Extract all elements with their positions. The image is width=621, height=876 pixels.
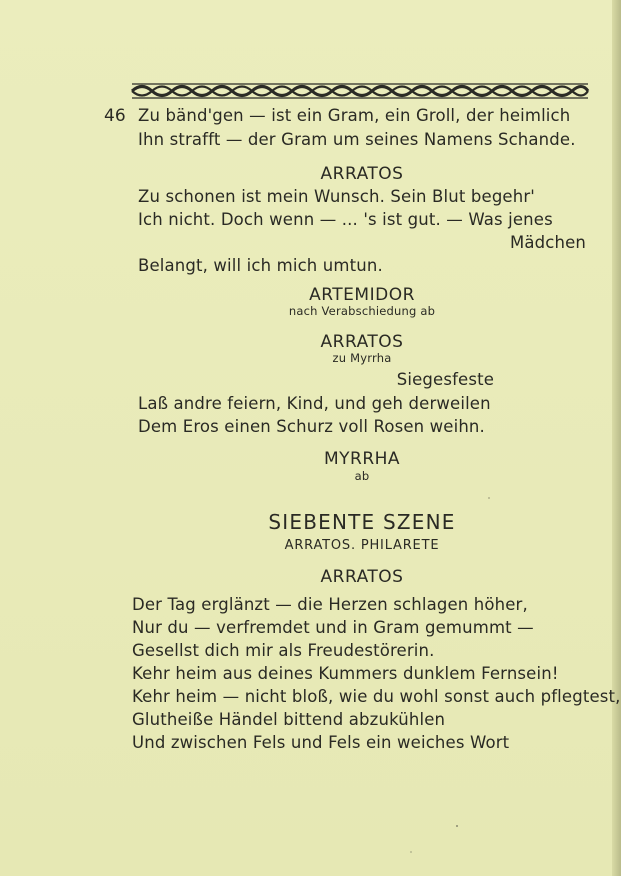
speaker-name: ARRATOS: [320, 164, 404, 184]
verse-line: Und zwischen Fels und Fels ein weiches Wort: [132, 733, 510, 752]
verse-line: Nur du — verfremdet und in Gram gemummt —: [132, 618, 534, 637]
verse-line-continuation: Mädchen: [509, 233, 586, 252]
verse-line: Kehr heim aus deines Kummers dunklem Fernsein!: [132, 664, 559, 683]
verse-line: Zu schonen ist mein Wunsch. Sein Blut begehr': [138, 187, 535, 206]
verse-line: Ich nicht. Doch wenn — ... 's ist gut. — Was jenes: [138, 210, 553, 229]
scene-persons: ARRATOS. PHILARETE: [284, 538, 440, 553]
verse-line: Dem Eros einen Schurz voll Rosen weihn.: [138, 417, 485, 436]
verse-line: Gesellst dich mir als Freudestörerin.: [132, 641, 435, 660]
verse-line: Zu bänd'gen — ist ein Gram, ein Groll, der heimlich: [138, 106, 571, 125]
scene-title: SIEBENTE SZENE: [268, 510, 456, 534]
paper-speck: [410, 851, 412, 853]
verse-line: Ihn strafft — der Gram um seines Namens Schande.: [138, 130, 576, 149]
decorative-border-ornament: [128, 80, 592, 102]
paper-speck: [456, 825, 458, 827]
stage-direction: ab: [354, 469, 370, 483]
verse-line: Belangt, will ich mich umtun.: [138, 256, 383, 275]
page-number: 46: [104, 106, 126, 126]
stage-direction: nach Verabschiedung ab: [288, 304, 436, 318]
page-spine-shadow: [612, 0, 621, 876]
speaker-name: ARRATOS: [320, 567, 404, 587]
verse-line: Der Tag erglänzt — die Herzen schlagen höher,: [132, 595, 528, 614]
verse-line-continuation: Siegesfeste: [396, 370, 494, 389]
verse-line: Kehr heim — nicht bloß, wie du wohl sonst auch pflegtest,: [132, 687, 621, 706]
speaker-name: MYRRHA: [323, 449, 401, 469]
speaker-name: ARTEMIDOR: [309, 285, 415, 305]
verse-line: Laß andre feiern, Kind, und geh derweilen: [138, 394, 491, 413]
speaker-name: ARRATOS: [320, 332, 404, 352]
paper-speck: [488, 497, 490, 499]
verse-line: Glutheiße Händel bittend abzukühlen: [132, 710, 446, 729]
stage-direction: zu Myrrha: [332, 351, 392, 365]
